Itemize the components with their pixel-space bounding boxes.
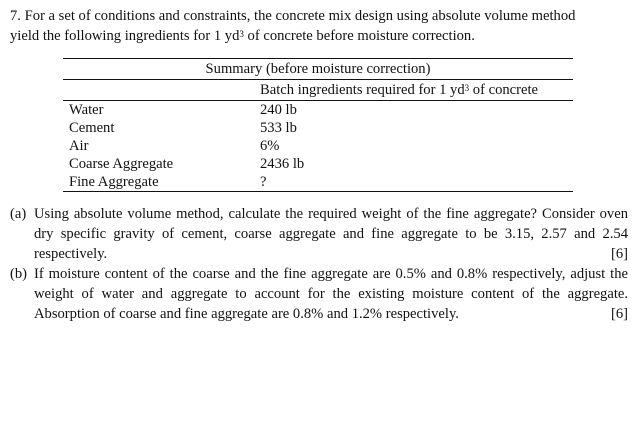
table-header-pre: Batch ingredients required for 1 yd <box>260 82 465 98</box>
ingredient-value: 240 lb <box>260 102 297 118</box>
table-row-fine-aggregate <box>63 173 573 191</box>
ingredient-value: ? <box>260 174 267 190</box>
question-line-2-post: of concrete before moisture correction. <box>243 28 475 44</box>
ingredient-name: Fine Aggregate <box>69 174 159 190</box>
ingredient-value: 533 lb <box>260 120 297 136</box>
question-line-2-superscript: 3 <box>239 29 244 39</box>
question-number: 7. <box>10 8 21 24</box>
question-intro-line-1 <box>10 6 628 26</box>
question-line-2-pre: yield the following ingredients for 1 yd <box>10 28 240 44</box>
part-label: (b) <box>10 266 28 282</box>
part-marks: [6] <box>610 306 628 322</box>
part-b <box>10 264 628 324</box>
part-label: (a) <box>10 206 27 222</box>
part-a <box>10 204 628 264</box>
table-column-header <box>63 80 573 101</box>
ingredient-name: Coarse Aggregate <box>69 156 174 172</box>
table-caption: Summary (before moisture correction) <box>63 59 573 80</box>
ingredient-value: 6% <box>260 138 280 154</box>
table-row-air <box>63 137 573 155</box>
ingredient-name: Water <box>69 102 104 118</box>
table-row-water <box>63 101 573 119</box>
ingredient-value: 2436 lb <box>260 156 305 172</box>
question-parts <box>10 204 628 324</box>
ingredient-name: Cement <box>69 120 115 136</box>
question-intro <box>10 6 628 46</box>
question-intro-line-2 <box>10 26 628 46</box>
question-line-1-text: For a set of conditions and constraints, the concrete mix design using absolute volume method <box>24 8 576 24</box>
table-header-post: of concrete <box>469 82 539 98</box>
ingredient-name: Air <box>69 138 89 154</box>
part-text: If moisture content of the coarse and the fine aggregate are 0.5% and 0.8% respectively, adjust the weight of water and aggregate to account for the existing moisture content of the aggregate. Absorption of coarse and fine aggregate are 0.8% and 1.2% respectively. <box>34 266 628 322</box>
mix-summary-table <box>63 58 573 192</box>
part-marks: [6] <box>610 246 628 262</box>
table-row-cement <box>63 119 573 137</box>
part-text: Using absolute volume method, calculate the required weight of the fine aggregate? Consider oven dry specific gravity of cement, coarse aggregate and fine aggregate to be 3.15, 2.57 and 2.54 respectively. <box>34 206 628 262</box>
table-row-coarse-aggregate <box>63 155 573 173</box>
table-header-superscript: 3 <box>464 83 470 93</box>
